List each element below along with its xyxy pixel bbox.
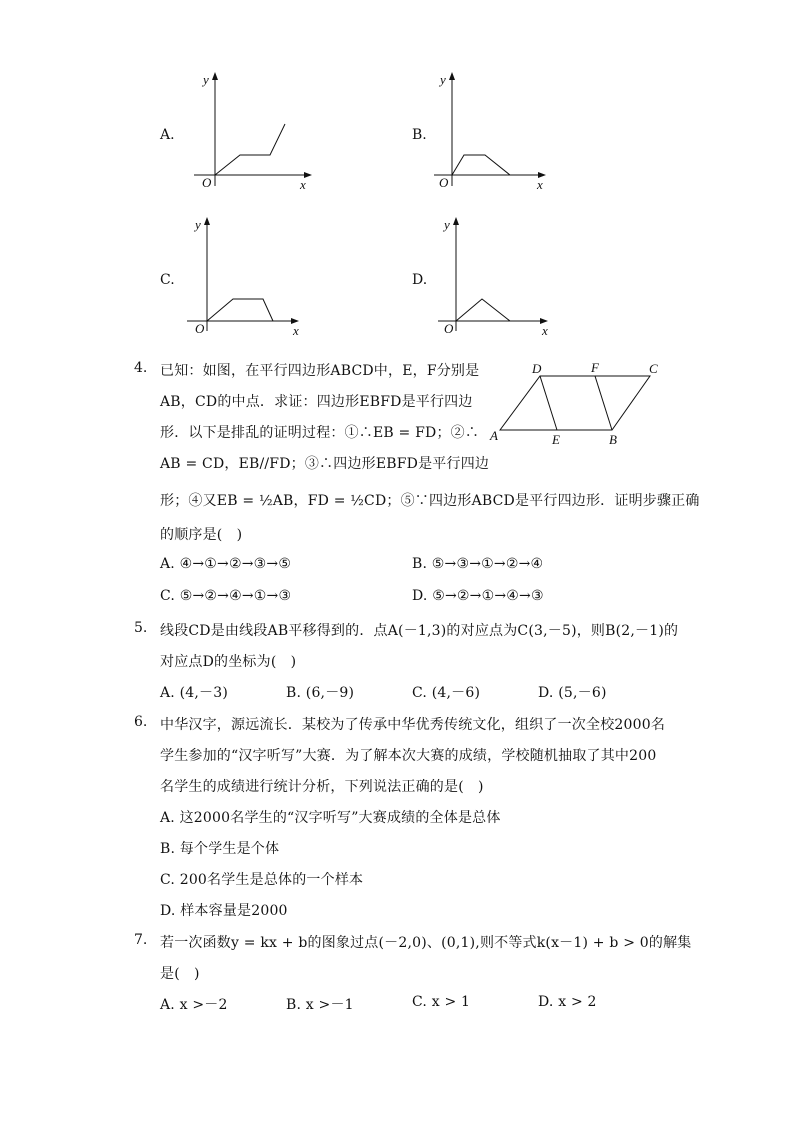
q3-graph-a [190, 68, 320, 197]
q4-option-b: B. ⑤→③→①→②→④ [412, 556, 544, 572]
q5-option-a: A. (4,－3) [160, 685, 228, 701]
q7-option-c: C. x > 1 [412, 994, 471, 1010]
q4-line-2: AB，CD的中点．求证：四边形EBFD是平行四边 [160, 394, 473, 410]
q6-option-d: D. 样本容量是2000 [160, 903, 288, 919]
origin-label: O [439, 175, 449, 190]
q4-line-4: AB = CD，EB//FD；③∴四边形EBFD是平行四边 [160, 456, 490, 472]
q3-option-d-label: D. [412, 272, 428, 288]
q4-line-5: 形；④又EB = ½AB，FD = ½CD；⑤∵四边形ABCD是平行四边形．证明步骤正确 [160, 493, 700, 509]
y-axis-label: y [203, 72, 209, 87]
origin-label: O [202, 175, 212, 190]
q4-line-1: 已知：如图，在平行四边形ABCD中，E，F分别是 [160, 363, 480, 379]
q3-option-a-label: A. [160, 127, 175, 143]
q5-line-1: 线段CD是由线段AB平移得到的．点A(－1,3)的对应点为C(3,－5)，则B(2,－1)的 [160, 623, 679, 639]
vertex-f-label: F [591, 360, 599, 375]
q3-graph-d [434, 213, 564, 342]
q5-option-d: D. (5,－6) [538, 685, 607, 701]
y-axis-label: y [195, 217, 201, 232]
x-axis-label: x [293, 323, 299, 338]
q5-option-c: C. (4,－6) [412, 685, 481, 701]
q4-option-d: D. ⑤→②→①→④→③ [412, 588, 544, 604]
q6-line-3: 名学生的成绩进行统计分析，下列说法正确的是( ) [160, 779, 484, 795]
q4-number: 4. [134, 360, 148, 376]
vertex-a-label: A [490, 428, 498, 443]
q6-line-2: 学生参加的“汉字听写”大赛．为了解本次大赛的成绩，学校随机抽取了其中200 [160, 748, 657, 764]
q3-option-c-label: C. [160, 272, 175, 288]
q7-option-a: A. x >－2 [160, 997, 228, 1013]
q3-graph-b [430, 68, 560, 197]
q4-line-6: 的顺序是( ) [160, 527, 243, 543]
q7-number: 7. [134, 932, 148, 948]
q4-option-c: C. ⑤→②→④→①→③ [160, 588, 292, 604]
q5-line-2: 对应点D的坐标为( ) [160, 654, 297, 670]
x-axis-label: x [542, 323, 548, 338]
x-axis-label: x [537, 177, 543, 192]
q6-option-b: B. 每个学生是个体 [160, 841, 280, 857]
vertex-e-label: E [552, 432, 560, 447]
q3-graph-c [183, 213, 313, 342]
vertex-c-label: C [649, 361, 658, 376]
q4-option-a: A. ④→①→②→③→⑤ [160, 556, 292, 572]
vertex-b-label: B [609, 432, 617, 447]
parallelogram-figure [485, 358, 665, 454]
x-axis-label: x [300, 177, 306, 192]
q6-number: 6. [134, 714, 148, 730]
q6-option-a: A. 这2000名学生的“汉字听写”大赛成绩的全体是总体 [160, 810, 501, 826]
q7-option-b: B. x >－1 [286, 997, 354, 1013]
q5-number: 5. [134, 620, 148, 636]
q7-option-d: D. x > 2 [538, 994, 597, 1010]
q3-option-b-label: B. [412, 127, 427, 143]
y-axis-label: y [444, 217, 450, 232]
q4-line-3: 形．以下是排乱的证明过程：①∴EB = FD；②∴ [160, 425, 480, 441]
q6-option-c: C. 200名学生是总体的一个样本 [160, 872, 364, 888]
origin-label: O [195, 321, 205, 336]
q7-line-1: 若一次函数y = kx + b的图象过点(－2,0)、(0,1),则不等式k(x－1) + b > 0的解集 [160, 935, 692, 951]
origin-label: O [444, 321, 454, 336]
vertex-d-label: D [532, 361, 542, 376]
q5-option-b: B. (6,－9) [286, 685, 355, 701]
q7-line-2: 是( ) [160, 966, 200, 982]
y-axis-label: y [440, 72, 446, 87]
q6-line-1: 中华汉字，源远流长．某校为了传承中华优秀传统文化，组织了一次全校2000名 [160, 717, 666, 733]
